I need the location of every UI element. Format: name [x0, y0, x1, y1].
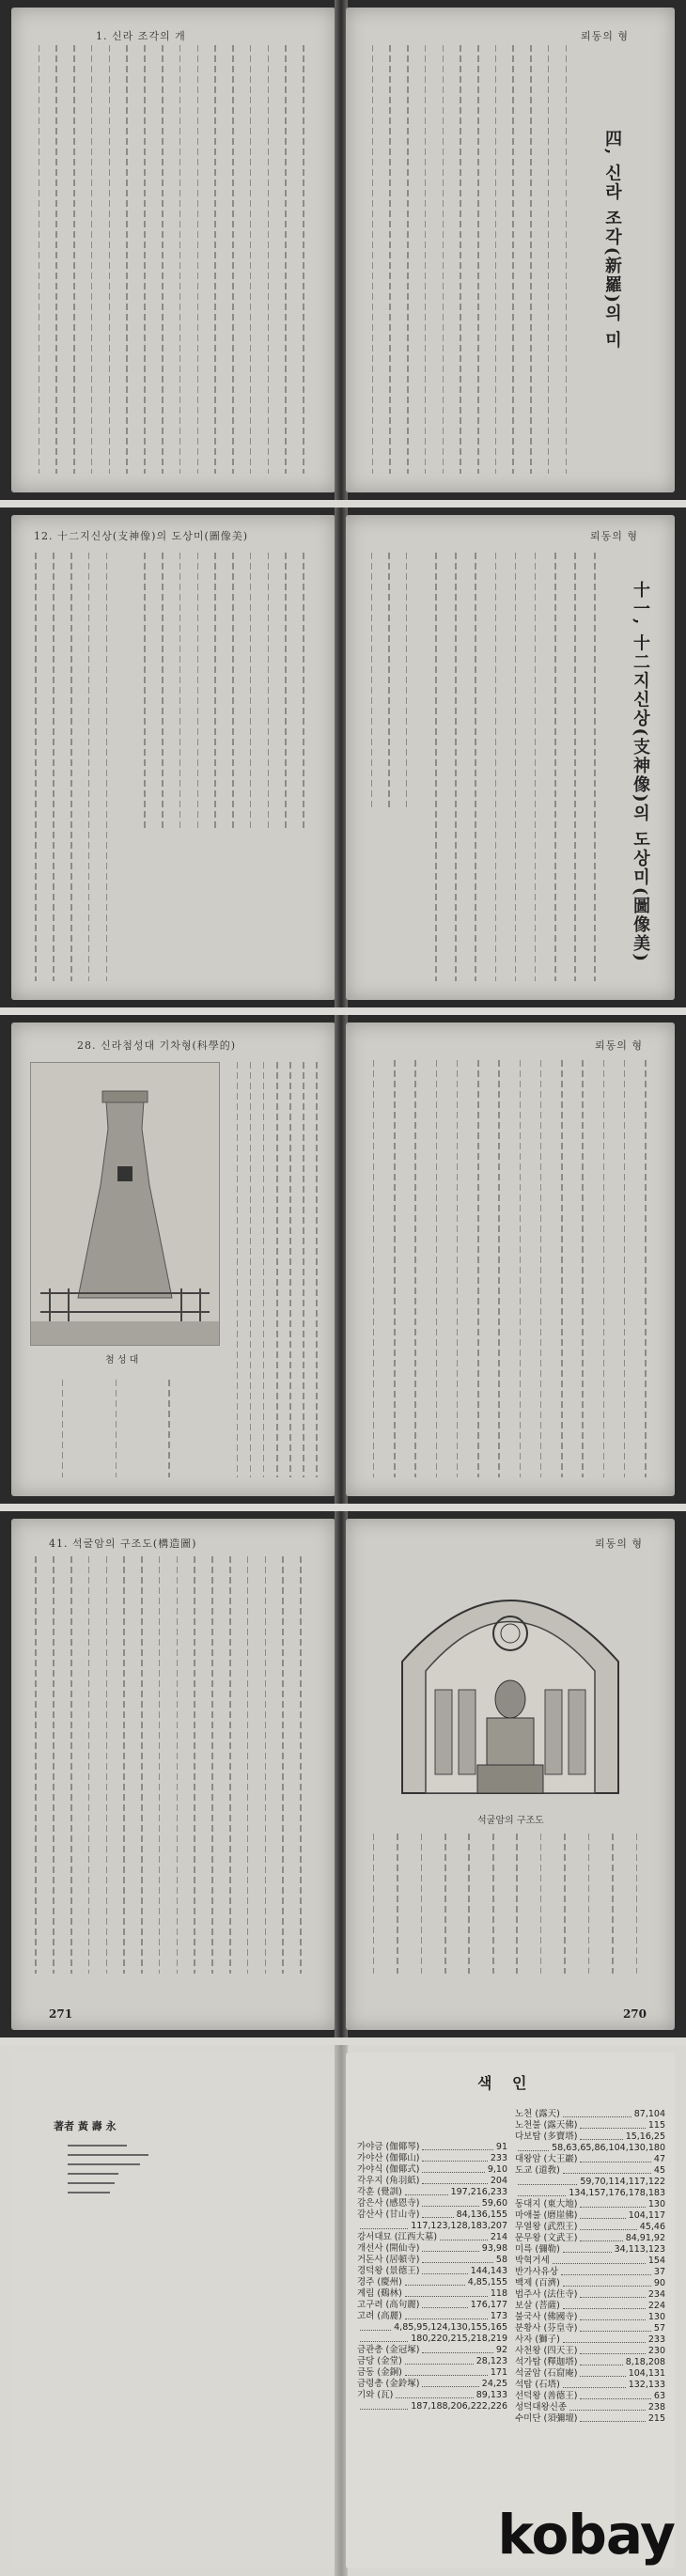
colophon-page	[11, 2053, 335, 2568]
index-entry-name: 석탑 (石塔)	[515, 2380, 560, 2390]
index-entry-pages: 47	[653, 2154, 665, 2164]
index-entry-name: 법주사 (法住寺)	[515, 2289, 578, 2300]
leader-dots	[580, 2131, 622, 2140]
index-entry	[357, 2176, 507, 2187]
index-entry-name: 금동 (金銅)	[357, 2367, 402, 2378]
index-entry-name: 성덕대왕신종	[515, 2402, 568, 2412]
index-entry	[515, 2177, 665, 2188]
leader-dots	[569, 2402, 646, 2411]
leader-dots	[422, 2164, 484, 2173]
page-number: 270	[622, 2007, 647, 2021]
index-entry-pages: 45	[653, 2165, 665, 2176]
leader-dots	[563, 2334, 646, 2343]
index-entry-pages: 4,85,95,124,130,155,165	[394, 2322, 507, 2333]
leader-dots	[563, 2165, 651, 2174]
index-entry	[515, 2143, 665, 2154]
left-page	[11, 1519, 335, 2030]
index-entry-pages: 58	[495, 2255, 507, 2265]
index-column-left	[357, 2142, 507, 2412]
leader-dots	[580, 2210, 625, 2219]
index-entry-pages: 92	[495, 2345, 507, 2355]
vertical-text-block	[26, 1556, 320, 1974]
right-page	[346, 8, 675, 492]
left-page	[11, 1023, 335, 1496]
index-entry	[357, 2142, 507, 2153]
leader-dots	[440, 2232, 488, 2240]
cheomseongdae-photo	[30, 1062, 220, 1346]
index-entry-name: 수미단 (須彌壇)	[515, 2413, 578, 2424]
index-entry-name: 분황사 (芬皇寺)	[515, 2323, 578, 2334]
index-entry-name: 마애불 (磨崖佛)	[515, 2210, 578, 2221]
index-entry-pages: 58,63,65,86,104,130,180	[552, 2143, 665, 2153]
index-entry-pages: 87,104	[633, 2109, 665, 2119]
right-page	[346, 515, 675, 1000]
right-page	[346, 1023, 675, 1496]
index-entry-pages: 132,133	[628, 2380, 665, 2390]
vertical-text-block	[361, 553, 609, 981]
book-photo-4	[0, 1511, 686, 2037]
index-entry-pages: 59,70,114,117,122	[580, 2177, 665, 2187]
index-entry-pages: 144,143	[470, 2266, 507, 2276]
index-entry-pages: 224	[647, 2301, 665, 2311]
leader-dots	[580, 2391, 650, 2399]
index-entry	[515, 2222, 665, 2233]
index-entry	[515, 2346, 665, 2357]
index-entry-pages: 59,60	[481, 2198, 507, 2209]
vertical-text-block	[361, 1834, 660, 1974]
index-entry-pages: 93,98	[481, 2243, 507, 2254]
index-entry	[515, 2301, 665, 2312]
leader-dots	[561, 2267, 651, 2275]
running-header: 뢰동의 형	[581, 30, 630, 42]
index-entry-pages: 173	[490, 2311, 507, 2321]
leader-dots	[405, 2187, 448, 2195]
leader-dots	[580, 2413, 645, 2422]
index-entry	[515, 2256, 665, 2267]
index-entry-name: 문무왕 (文武王)	[515, 2233, 578, 2243]
index-column-right	[515, 2109, 665, 2425]
leader-dots	[518, 2177, 577, 2185]
index-entry-name: 고구려 (高句麗)	[357, 2300, 420, 2310]
index-entry-name: 금령총 (金鈴塚)	[357, 2379, 420, 2389]
book-photo-5	[0, 2045, 686, 2576]
index-entry-name: 선덕왕 (善德王)	[515, 2391, 578, 2401]
index-page	[346, 2053, 675, 2568]
index-entry-name: 고려 (高麗)	[357, 2311, 402, 2321]
index-entry-pages: 104,131	[628, 2368, 665, 2379]
index-entry	[357, 2153, 507, 2164]
index-entry-pages: 4,85,155	[467, 2277, 507, 2287]
leader-dots	[422, 2243, 478, 2252]
index-entry-name: 박혁거세	[515, 2256, 550, 2266]
index-entry-pages: 28,123	[476, 2356, 507, 2366]
left-page	[11, 515, 335, 1000]
index-entry-name: 무열왕 (武烈王)	[515, 2222, 578, 2232]
book-photo-3	[0, 1015, 686, 1504]
leader-dots	[422, 2255, 492, 2263]
index-entry	[515, 2278, 665, 2289]
leader-dots	[580, 2120, 645, 2129]
leader-dots	[422, 2266, 467, 2274]
leader-dots	[396, 2390, 473, 2398]
index-entry-name: 경주 (慶州)	[357, 2277, 402, 2287]
index-entry	[357, 2187, 507, 2198]
vertical-text-block	[26, 553, 320, 981]
index-entry-pages: 154	[647, 2256, 665, 2266]
index-entry	[515, 2267, 665, 2278]
index-entry-name: 가야금 (伽倻琴)	[357, 2142, 420, 2152]
index-entry	[357, 2277, 507, 2288]
running-header: 41. 석굴암의 구조도(構造圖)	[49, 1538, 197, 1550]
index-entry	[515, 2210, 665, 2222]
index-entry	[357, 2322, 507, 2334]
index-entry-pages: 89,133	[476, 2390, 507, 2400]
leader-dots	[580, 2199, 645, 2208]
seokguram-diagram	[383, 1558, 637, 1803]
index-entry-name: 사자 (獅子)	[515, 2334, 560, 2345]
index-entry-name: 강서대묘 (江西大墓)	[357, 2232, 438, 2242]
page-number: 271	[49, 2007, 73, 2021]
figure-caption: 첨 성 대	[105, 1355, 139, 1366]
index-entry-pages: 118	[490, 2288, 507, 2299]
leader-dots	[405, 2288, 488, 2297]
index-entry-name: 동대지 (東大地)	[515, 2199, 578, 2209]
index-entry-name: 경덕왕 (景德王)	[357, 2266, 420, 2276]
leader-dots	[563, 2301, 646, 2309]
index-entry	[515, 2165, 665, 2177]
leader-dots	[580, 2233, 622, 2241]
index-entry-pages: 176,177	[470, 2300, 507, 2310]
vertical-text-block	[26, 45, 320, 474]
index-entry-pages: 45,46	[639, 2222, 665, 2232]
leader-dots	[518, 2143, 549, 2151]
index-entry-pages: 233	[647, 2334, 665, 2345]
index-entry-pages: 90	[653, 2278, 665, 2288]
leader-dots	[563, 2380, 626, 2388]
leader-dots	[360, 2322, 391, 2331]
index-entry	[515, 2312, 665, 2323]
index-entry-pages: 63	[653, 2391, 665, 2401]
index-entry	[357, 2401, 507, 2412]
index-entry-name: 금관총 (金冠塚)	[357, 2345, 420, 2355]
leader-dots	[422, 2300, 467, 2308]
index-entry	[357, 2198, 507, 2209]
cave-structure-illustration	[383, 1558, 637, 1803]
leader-dots	[580, 2289, 645, 2298]
index-entry-pages: 234	[647, 2289, 665, 2300]
index-entry-name: 사천왕 (四天王)	[515, 2346, 578, 2356]
leader-dots	[580, 2312, 645, 2320]
index-entry-pages: 197,216,233	[450, 2187, 507, 2197]
index-entry-name: 가야산 (伽倻山)	[357, 2153, 420, 2163]
leader-dots	[405, 2311, 488, 2319]
index-entry-name: 노천 (露天)	[515, 2109, 560, 2119]
running-header: 1. 신라 조각의 개	[96, 30, 186, 42]
index-entry	[515, 2368, 665, 2380]
leader-dots	[422, 2209, 453, 2218]
index-entry-name: 개선사 (開仙寺)	[357, 2243, 420, 2254]
index-entry-pages: 115	[647, 2120, 665, 2131]
index-entry-name: 감은사 (感恩寺)	[357, 2198, 420, 2209]
index-entry	[515, 2357, 665, 2368]
index-entry-pages: 233	[490, 2153, 507, 2163]
index-entry-name: 노천불 (露天佛)	[515, 2120, 578, 2131]
leader-dots	[422, 2176, 487, 2184]
index-entry-pages: 215	[647, 2413, 665, 2424]
index-entry-pages: 84,91,92	[625, 2233, 665, 2243]
leader-dots	[405, 2277, 465, 2286]
index-entry-pages: 204	[490, 2176, 507, 2186]
index-entry	[357, 2221, 507, 2232]
running-header: 뢰동의 형	[595, 1538, 644, 1550]
index-entry-pages: 34,113,123	[614, 2244, 665, 2255]
index-entry	[357, 2356, 507, 2367]
index-entry-name: 가야식 (伽倻式)	[357, 2164, 420, 2175]
index-entry	[515, 2131, 665, 2143]
leader-dots	[580, 2357, 622, 2365]
index-entry-pages: 180,220,215,218,219	[411, 2334, 507, 2344]
index-entry	[515, 2413, 665, 2425]
index-entry	[515, 2244, 665, 2256]
running-header: 뢰동의 형	[595, 1039, 644, 1052]
index-entry-name: 계림 (鷄林)	[357, 2288, 402, 2299]
index-entry-pages: 84,136,155	[456, 2209, 507, 2220]
vertical-text-block	[232, 1062, 320, 1477]
index-entry-pages: 37	[653, 2267, 665, 2277]
index-entry-pages: 130	[647, 2312, 665, 2322]
index-entry-name: 석가탑 (釋迦塔)	[515, 2357, 578, 2367]
index-title: 색 인	[477, 2074, 535, 2092]
index-entry	[515, 2233, 665, 2244]
leader-dots	[580, 2222, 636, 2230]
observatory-illustration	[31, 1063, 219, 1345]
index-entry	[357, 2379, 507, 2390]
index-entry-pages: 130	[647, 2199, 665, 2209]
index-entry-pages: 104,117	[628, 2210, 665, 2221]
index-entry-name: 거돈사 (居頓寺)	[357, 2255, 420, 2265]
book-photo-2	[0, 507, 686, 1007]
leader-dots	[422, 2142, 492, 2150]
index-entry	[357, 2232, 507, 2243]
watermark-logo: kobay	[497, 2503, 675, 2567]
index-entry-pages: 134,157,176,178,183	[569, 2188, 665, 2198]
index-entry-name: 감산사 (甘山寺)	[357, 2209, 420, 2220]
index-entry-pages: 15,16,25	[625, 2131, 665, 2142]
colophon-details	[68, 2137, 152, 2201]
index-entry	[357, 2390, 507, 2401]
leader-dots	[580, 2154, 650, 2162]
index-entry	[357, 2345, 507, 2356]
leader-dots	[563, 2244, 612, 2253]
index-entry-pages: 171	[490, 2367, 507, 2378]
index-entry-name: 석굴암 (石窟庵)	[515, 2368, 578, 2379]
index-entry	[515, 2109, 665, 2120]
index-entry	[357, 2266, 507, 2277]
leader-dots	[563, 2109, 631, 2117]
index-entry-name: 다보탑 (多寶塔)	[515, 2131, 578, 2142]
index-entry	[357, 2255, 507, 2266]
index-entry	[515, 2154, 665, 2165]
index-entry-name: 각훈 (覺訓)	[357, 2187, 402, 2197]
index-entry-pages: 57	[653, 2323, 665, 2334]
index-entry-pages: 24,25	[481, 2379, 507, 2389]
index-entry	[515, 2323, 665, 2334]
index-entry-name: 도교 (道敎)	[515, 2165, 560, 2176]
index-entry	[515, 2402, 665, 2413]
leader-dots	[580, 2368, 625, 2377]
leader-dots	[518, 2188, 566, 2196]
index-entry-pages: 187,188,206,222,226	[411, 2401, 507, 2412]
index-entry-name: 기와 (瓦)	[357, 2390, 394, 2400]
index-entry	[515, 2380, 665, 2391]
index-entry-name: 대왕암 (大王巖)	[515, 2154, 578, 2164]
index-entry-name: 보살 (菩薩)	[515, 2301, 560, 2311]
section-title: 十一, 十二지신상(支神像)의 도상미(圖像美)	[631, 581, 650, 963]
index-entry	[515, 2188, 665, 2199]
index-entry	[515, 2120, 665, 2131]
book-photo-1	[0, 0, 686, 500]
running-header: 뢰동의 형	[590, 530, 639, 542]
index-entry-name: 불국사 (佛國寺)	[515, 2312, 578, 2322]
index-entry-pages: 230	[647, 2346, 665, 2356]
index-entry	[357, 2300, 507, 2311]
vertical-text-block	[361, 1060, 660, 1477]
vertical-text-block-lower	[26, 1380, 204, 1477]
figure-caption: 석굴암의 구조도	[477, 1816, 544, 1826]
left-page	[11, 8, 335, 492]
leader-dots	[580, 2323, 650, 2332]
index-entry	[357, 2243, 507, 2255]
index-entry	[357, 2311, 507, 2322]
index-entry-name: 미륵 (彌勒)	[515, 2244, 560, 2255]
leader-dots	[563, 2278, 651, 2287]
index-entry-name: 각우지 (角羽紙)	[357, 2176, 420, 2186]
leader-dots	[360, 2401, 408, 2410]
index-entry	[357, 2209, 507, 2221]
index-entry	[515, 2199, 665, 2210]
index-entry-pages: 238	[647, 2402, 665, 2412]
leader-dots	[360, 2334, 408, 2342]
index-entry-name: 백제 (百濟)	[515, 2278, 560, 2288]
leader-dots	[422, 2198, 478, 2207]
leader-dots	[405, 2367, 488, 2376]
index-entry	[515, 2391, 665, 2402]
index-entry	[515, 2334, 665, 2346]
leader-dots	[580, 2346, 645, 2354]
vertical-text-block	[361, 45, 581, 474]
leader-dots	[553, 2256, 646, 2264]
index-entry	[515, 2289, 665, 2301]
leader-dots	[405, 2356, 474, 2365]
index-entry-name: 금당 (金堂)	[357, 2356, 402, 2366]
leader-dots	[422, 2379, 478, 2387]
leader-dots	[422, 2345, 492, 2353]
index-entry-pages: 8,18,208	[625, 2357, 665, 2367]
right-page	[346, 1519, 675, 2030]
index-entry	[357, 2288, 507, 2300]
leader-dots	[422, 2153, 487, 2162]
chapter-title: 四, 신라 조각(新羅)의 미	[602, 130, 622, 351]
index-entry	[357, 2367, 507, 2379]
index-entry-pages: 91	[495, 2142, 507, 2152]
leader-dots	[360, 2221, 408, 2229]
running-header: 28. 신라첨성대 기차형(科學的)	[77, 1039, 237, 1052]
colophon-title: 著者 黃 壽 永	[54, 2120, 117, 2132]
running-header: 12. 十二지신상(支神像)의 도상미(圖像美)	[34, 530, 249, 542]
index-entry-pages: 117,123,128,183,207	[411, 2221, 507, 2231]
index-entry	[357, 2164, 507, 2176]
index-entry-pages: 9,10	[487, 2164, 507, 2175]
index-entry-name: 반가사유상	[515, 2267, 558, 2277]
index-entry	[357, 2334, 507, 2345]
index-entry-pages: 214	[490, 2232, 507, 2242]
